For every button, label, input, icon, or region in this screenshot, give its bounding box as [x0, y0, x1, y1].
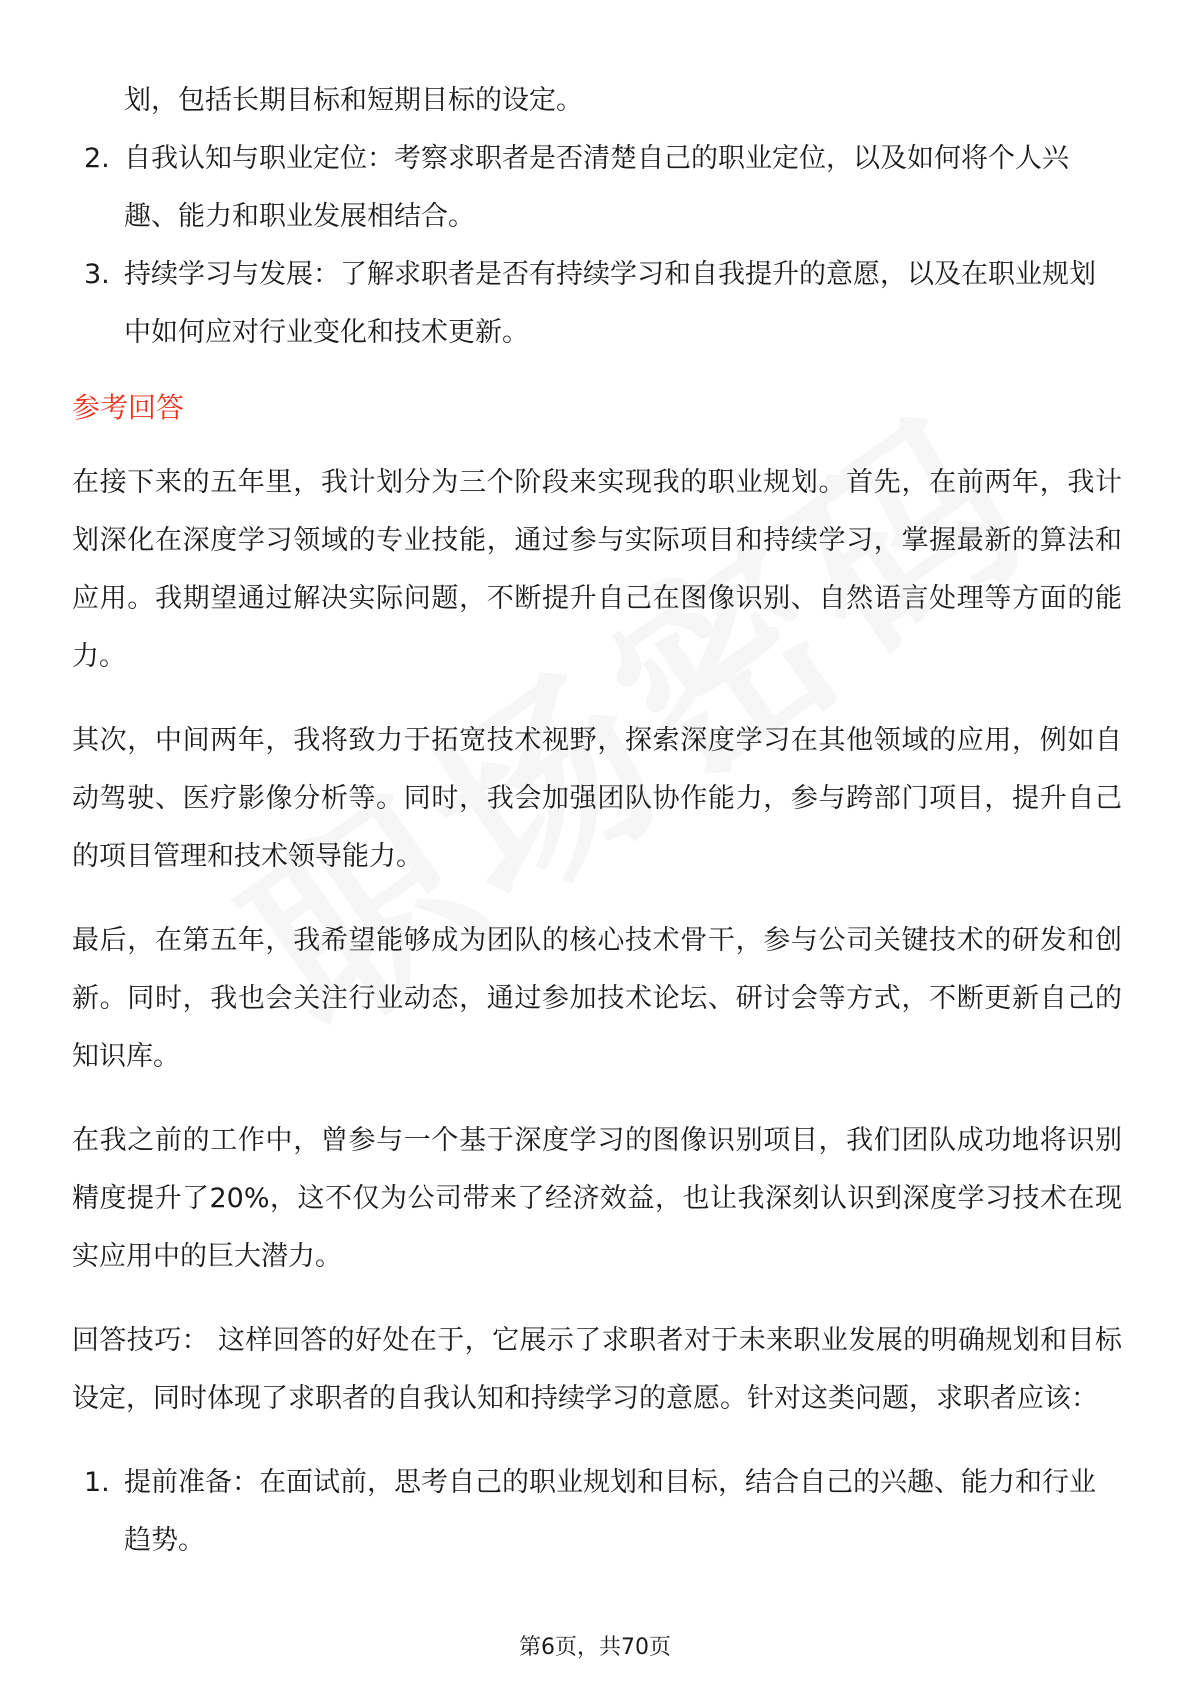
list-item: [72, 130, 1122, 246]
list-item-text: 持续学习与发展：了解求职者是否有持续学习和自我提升的意愿，以及在职业规划中如何应对行业变化和技术更新。: [124, 259, 1096, 348]
list-item-text: 自我认知与职业定位：考察求职者是否清楚自己的职业定位，以及如何将个人兴趣、能力和职业发展相结合。: [124, 143, 1069, 232]
list-number: 2.: [84, 143, 110, 174]
list-item-text: 提前准备：在面试前，思考自己的职业规划和目标，结合自己的兴趣、能力和行业趋势。: [124, 1467, 1096, 1556]
list-number: 3.: [84, 259, 110, 290]
criteria-list: [72, 130, 1122, 362]
list-item-continuation: 划，包括长期目标和短期目标的设定。: [124, 85, 583, 116]
tips-list: [72, 1454, 1122, 1570]
section-heading: 参考回答: [72, 391, 185, 424]
tips-intro-paragraph: 回答技巧： 这样回答的好处在于，它展示了求职者对于未来职业发展的明确规划和目标设定，同时体现了求职者的自我认知和持续学习的意愿。针对这类问题，求职者应该：: [72, 1325, 1122, 1414]
paragraph: 其次，中间两年，我将致力于拓宽技术视野，探索深度学习在其他领域的应用，例如自动驾驶、医疗影像分析等。同时，我会加强团队协作能力，参与跨部门项目，提升自己的项目管理和技术领导能力。: [72, 725, 1122, 872]
list-item: [72, 246, 1122, 362]
list-number: 1.: [84, 1467, 110, 1498]
paragraph: 在接下来的五年里，我计划分为三个阶段来实现我的职业规划。首先，在前两年，我计划深化在深度学习领域的专业技能，通过参与实际项目和持续学习，掌握最新的算法和应用。我期望通过解决实际问题，不断提升自己在图像识别、自然语言处理等方面的能力。: [72, 467, 1122, 672]
list-item: [72, 1454, 1122, 1570]
page-content: [72, 72, 1122, 1570]
paragraph: 在我之前的工作中，曾参与一个基于深度学习的图像识别项目，我们团队成功地将识别精度提升了20%，这不仅为公司带来了经济效益，也让我深刻认识到深度学习技术在现实应用中的巨大潜力。: [72, 1125, 1122, 1272]
page-footer: 第6页，共70页: [519, 1635, 671, 1660]
paragraph: 最后，在第五年，我希望能够成为团队的核心技术骨干，参与公司关键技术的研发和创新。同时，我也会关注行业动态，通过参加技术论坛、研讨会等方式，不断更新自己的知识库。: [72, 925, 1122, 1072]
